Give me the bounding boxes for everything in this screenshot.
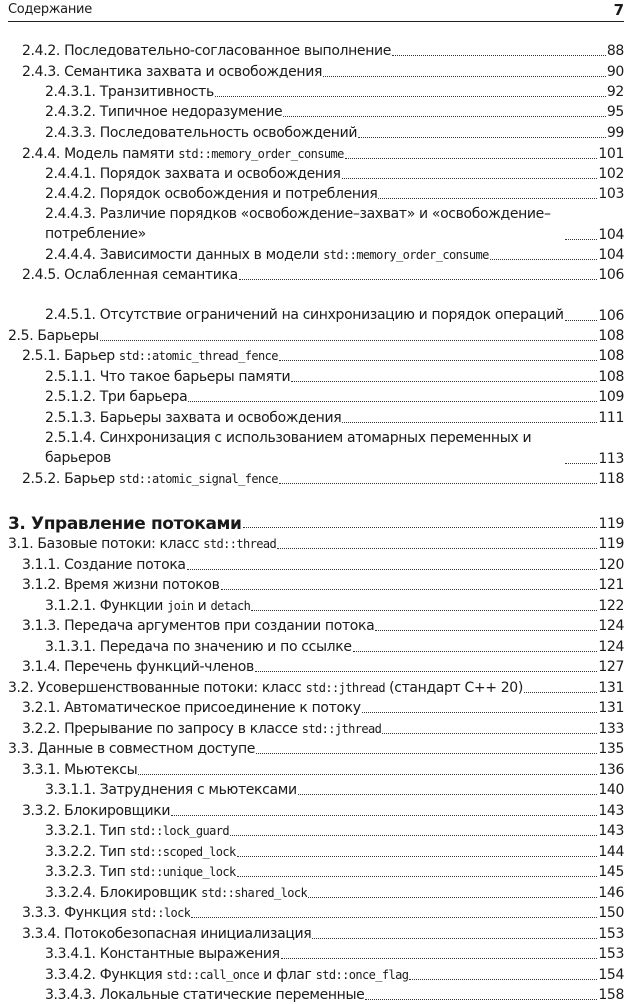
toc-entry [45,822,624,840]
toc-page-number: 108 [598,369,624,385]
toc-leader-dots [524,691,597,693]
toc-entry-title [22,617,374,635]
toc-entry [22,658,624,676]
toc-entry-title [45,884,307,902]
toc-text-fragment: 2.5.1.3. Барьеры захвата и освобождения [45,410,342,426]
toc-page-number: 92 [606,84,624,100]
toc-page-number: 109 [598,389,624,405]
toc-leader-dots [237,855,598,857]
toc-entry [45,368,624,386]
toc-entry [22,556,624,574]
toc-entry-title [45,638,352,656]
toc-leader-dots [342,421,597,423]
toc-entry [8,535,624,553]
toc-entry-title [22,576,220,594]
toc-page-number: 102 [598,166,624,182]
toc-entry [45,884,624,902]
toc-leader-dots [392,54,606,56]
toc-entry-title [8,535,276,553]
toc-entry-title [45,843,236,861]
toc-text-fragment: 2.5.1.4. Синхронизация с использованием атомарных переменных и барьеров [45,430,532,466]
toc-entry [45,966,624,984]
toc-text-fragment: 3.1.1. Создание потока [22,557,186,573]
toc-entry [45,945,624,963]
toc-entry-title [8,679,523,697]
toc-text-fragment: 3.1. Базовые потоки: класс [8,536,204,552]
toc-page-number: 106 [598,267,624,283]
toc-entry-title [22,63,322,81]
toc-page-number: 119 [598,516,624,532]
toc-text-fragment: 2.5.2. Барьер [22,471,119,487]
toc-entry [22,266,624,284]
toc-entry-title [22,802,170,820]
toc-entry-title [8,740,255,758]
toc-entry-title [45,124,357,142]
toc-leader-dots [279,482,597,484]
toc-entry-title [45,246,489,264]
toc-page-number: 124 [598,618,624,634]
toc-page-number: 120 [598,557,624,573]
toc-entry [45,206,624,244]
toc-page-number: 140 [598,782,624,798]
toc-page-number: 108 [598,328,624,344]
toc-page-number: 131 [598,700,624,716]
toc-page-number: 146 [598,885,624,901]
toc-entry [45,83,624,101]
toc-leader-dots [171,814,597,816]
toc-leader-dots [279,359,597,361]
toc-text-fragment: 2.4.2. Последовательно-согласованное выполнение [22,43,392,59]
toc-page-number: 122 [598,598,624,614]
toc-entry [45,103,624,121]
toc-text-fragment: 2.4.5. Ослабленная семантика [22,267,238,283]
toc-text-fragment: 3.3.2.1. Тип [45,823,130,839]
toc-code-fragment: std::thread [203,537,277,551]
toc-entry-title [45,966,408,984]
toc-page-number: 106 [598,308,624,324]
toc-entry [45,986,624,1004]
toc-leader-dots [308,896,597,898]
toc-code-fragment: join [167,599,194,613]
toc-page-number: 90 [606,64,624,80]
toc-page-number: 111 [598,410,624,426]
toc-entry-title [45,428,564,468]
toc-page-number: 154 [598,967,624,983]
toc-entry [45,781,624,799]
running-head-section: Содержание [8,2,92,17]
toc-leader-dots [375,629,597,631]
toc-entry [22,720,624,738]
toc-code-fragment: std::atomic_signal_fence [118,472,278,486]
toc-text-fragment: 3.1.2. Время жизни потоков [22,577,220,593]
toc-entry [45,287,624,325]
toc-entry [45,246,624,264]
toc-entry-title [22,347,278,365]
toc-page-number: 113 [598,451,624,467]
toc-page-number: 103 [598,186,624,202]
toc-leader-dots [312,937,597,939]
toc-entry-title [45,863,236,881]
toc-text-fragment: 2.4.3. Семантика захвата и освобождения [22,64,323,80]
toc-leader-dots [298,793,598,795]
toc-entry [22,470,624,488]
toc-page-number: 143 [598,823,624,839]
toc-text-fragment: 3.2. Усовершенствованные потоки: класс [8,680,306,696]
toc-text-fragment: 3.3.4. Потокобезопасная инициализация [22,926,312,942]
toc-text-fragment: 2.4.3.1. Транзитивность [45,84,214,100]
toc-entry [22,145,624,163]
toc-text-fragment: 3.3.4.2. Функция [45,967,167,983]
toc-leader-dots [362,711,598,713]
toc-code-fragment: std::memory_order_consume [323,248,489,262]
toc-entry-title [45,781,297,799]
toc-entry-title [45,368,290,386]
toc-leader-dots [345,157,598,159]
toc-page-number: 153 [598,946,624,962]
toc-page-number: 136 [598,762,624,778]
toc-page-number: 143 [598,803,624,819]
toc-entry [8,327,624,345]
toc-leader-dots [187,568,598,570]
toc-leader-dots [565,319,598,321]
toc-code-fragment: std::call_once [166,968,260,982]
toc-text-fragment: 2.5.1. Барьер [22,348,119,364]
toc-page-number: 118 [598,471,624,487]
toc-leader-dots [239,278,598,280]
toc-entry [22,925,624,943]
toc-entry-title [22,925,311,943]
toc-entry [45,597,624,615]
toc-code-fragment: detach [210,599,251,613]
toc-text-fragment: 3.3.2.4. Блокировщик [45,885,202,901]
toc-entry-title [22,904,190,922]
toc-text-fragment: и [193,598,211,614]
toc-page-number: 127 [598,659,624,675]
toc-leader-dots [251,609,597,611]
toc-entry [22,347,624,365]
toc-text-fragment: 3.1.3. Передача аргументов при создании потока [22,618,375,634]
toc-entry-title [22,470,278,488]
toc-page-number: 95 [606,104,624,120]
toc-entry-title [45,822,229,840]
toc-page-number: 88 [606,43,624,59]
toc-leader-dots [243,526,598,528]
toc-text-fragment: 2.5.1.2. Три барьера [45,389,188,405]
toc-entry [45,430,624,468]
toc-entry-title [8,515,242,533]
toc-code-fragment: std::unique_lock [129,865,236,879]
toc-page-number: 99 [606,125,624,141]
toc-text-fragment: 3.3.2.3. Тип [45,864,130,880]
toc-entry-title [22,42,391,60]
toc-leader-dots [358,136,606,138]
toc-entry-title [45,103,282,121]
toc-leader-dots [191,916,597,918]
toc-text-fragment: 3.3.3. Функция [22,905,131,921]
toc-entry-title [45,165,341,183]
toc-entry-title [22,761,137,779]
toc-text-fragment: 3.3.2. Блокировщики [22,803,171,819]
toc-code-fragment: std::scoped_lock [129,845,236,859]
toc-leader-dots [256,752,597,754]
toc-text-fragment: и флаг [259,967,316,983]
toc-leader-dots [490,258,598,260]
toc-code-fragment: std::jthread [301,722,382,736]
toc-text-fragment: 2.4.4.3. Различие порядков «освобождение–захват» и «освобождение–потребление» [45,206,551,242]
toc-entry-title [22,720,381,738]
toc-entry-title [45,185,377,203]
toc-text-fragment: 3.1.2.1. Функции [45,598,168,614]
toc-entry-title [45,945,280,963]
toc-entry-title [45,409,341,427]
toc-text-fragment: 2.4.4. Модель памяти [22,146,179,162]
toc-chapter-entry [8,509,624,533]
toc-text-fragment: 2.4.4.1. Порядок захвата и освобождения [45,166,341,182]
toc-text-fragment: 3.3.2.2. Тип [45,844,130,860]
toc-entry [45,388,624,406]
toc-text-fragment: 2.5. Барьеры [8,328,99,344]
toc-entry [22,576,624,594]
toc-entry-title [45,388,187,406]
toc-leader-dots [230,834,597,836]
toc-entry [22,904,624,922]
toc-entry [45,185,624,203]
toc-code-fragment: std::once_flag [315,968,409,982]
toc-leader-dots [281,957,598,959]
toc-leader-dots [215,95,606,97]
toc-page-number: 101 [598,146,624,162]
toc-text-fragment: 3.3.4.3. Локальные статические переменные [45,987,365,1003]
toc-page-number: 144 [598,844,624,860]
toc-entry-title [45,597,250,615]
toc-page-number: 153 [598,926,624,942]
toc-text-fragment: 2.4.4.2. Порядок освобождения и потребления [45,186,378,202]
toc-leader-dots [382,732,597,734]
toc-leader-dots [409,978,597,980]
toc-text-fragment: 3.1.3.1. Передача по значению и по ссылке [45,639,352,655]
toc-entry [22,699,624,717]
toc-page-number: 104 [598,247,624,263]
toc-entry-title [22,556,186,574]
toc-entry [22,617,624,635]
toc-page-number: 131 [598,680,624,696]
toc-entry [22,802,624,820]
toc-leader-dots [283,115,606,117]
toc-text-fragment: 3.2.2. Прерывание по запросу в классе [22,721,302,737]
toc-page-number: 150 [598,905,624,921]
toc-entry [22,761,624,779]
toc-leader-dots [378,197,597,199]
toc-page-number: 158 [598,987,624,1003]
toc-leader-dots [565,238,597,240]
toc-page-number: 145 [598,864,624,880]
toc-text-fragment: 3.3. Данные в совместном доступе [8,741,256,757]
toc-entry [45,843,624,861]
page-number: 7 [613,1,624,19]
toc-leader-dots [237,875,598,877]
toc-entry-title [45,83,214,101]
toc-leader-dots [188,400,597,402]
toc-entry [45,165,624,183]
toc-entry-title [22,699,361,717]
toc-code-fragment: std::lock [130,906,191,920]
toc-entry [22,63,624,81]
toc-text-fragment: 3.3.1. Мьютексы [22,762,138,778]
toc-code-fragment: std::jthread [305,681,386,695]
toc-code-fragment: std::memory_order_consume [178,147,344,161]
toc-text-fragment: 3.1.4. Перечень функций-членов [22,659,254,675]
toc-leader-dots [221,588,598,590]
toc-text-fragment: 2.4.3.2. Типичное недоразумение [45,104,283,120]
toc-page-number: 133 [598,721,624,737]
toc-entry [45,409,624,427]
toc-text-fragment: 3.3.1.1. Затруднения с мьютексами [45,782,297,798]
toc-leader-dots [565,462,597,464]
toc-leader-dots [323,75,606,77]
toc-entry-title [45,986,364,1004]
toc-leader-dots [138,773,597,775]
toc-entry [8,740,624,758]
toc-leader-dots [255,670,597,672]
toc-entry [8,679,624,697]
toc-text-fragment: 3. Управление потоками [8,515,242,533]
toc-entry [22,42,624,60]
toc-leader-dots [100,339,597,341]
toc-entry-title [22,658,254,676]
toc-entry-title [22,145,344,163]
toc-page-number: 135 [598,741,624,757]
toc-text-fragment: 3.3.4.1. Константные выражения [45,946,280,962]
toc-leader-dots [291,380,597,382]
toc-entry [45,638,624,656]
toc-text-fragment: 3.2.1. Автоматическое присоединение к потоку [22,700,361,716]
toc-page-number: 104 [598,227,624,243]
toc-page-number: 119 [598,536,624,552]
toc-text-fragment: 2.4.5.1. Отсутствие ограничений на синхронизацию и порядок операций [45,307,564,323]
toc-entry-title [45,204,564,244]
toc-code-fragment: std::atomic_thread_fence [118,349,278,363]
toc-leader-dots [277,547,597,549]
toc-text-fragment: 2.4.4.4. Зависимости данных в модели [45,247,324,263]
toc-leader-dots [342,177,598,179]
toc-entry-title [8,327,99,345]
toc-page-number: 121 [598,577,624,593]
toc-page-number: 108 [598,348,624,364]
toc-code-fragment: std::lock_guard [129,824,229,838]
toc-entry-title [22,266,238,284]
toc-page-number: 124 [598,639,624,655]
toc-text-fragment: 2.5.1.1. Что такое барьеры памяти [45,369,291,385]
toc-entry [45,863,624,881]
toc-text-fragment: (стандарт C++ 20) [385,680,523,696]
toc-text-fragment: 2.4.3.3. Последовательность освобождений [45,125,358,141]
toc-entry-title [45,305,564,325]
toc-entry [45,124,624,142]
toc-leader-dots [353,650,598,652]
toc-code-fragment: std::shared_lock [201,886,308,900]
